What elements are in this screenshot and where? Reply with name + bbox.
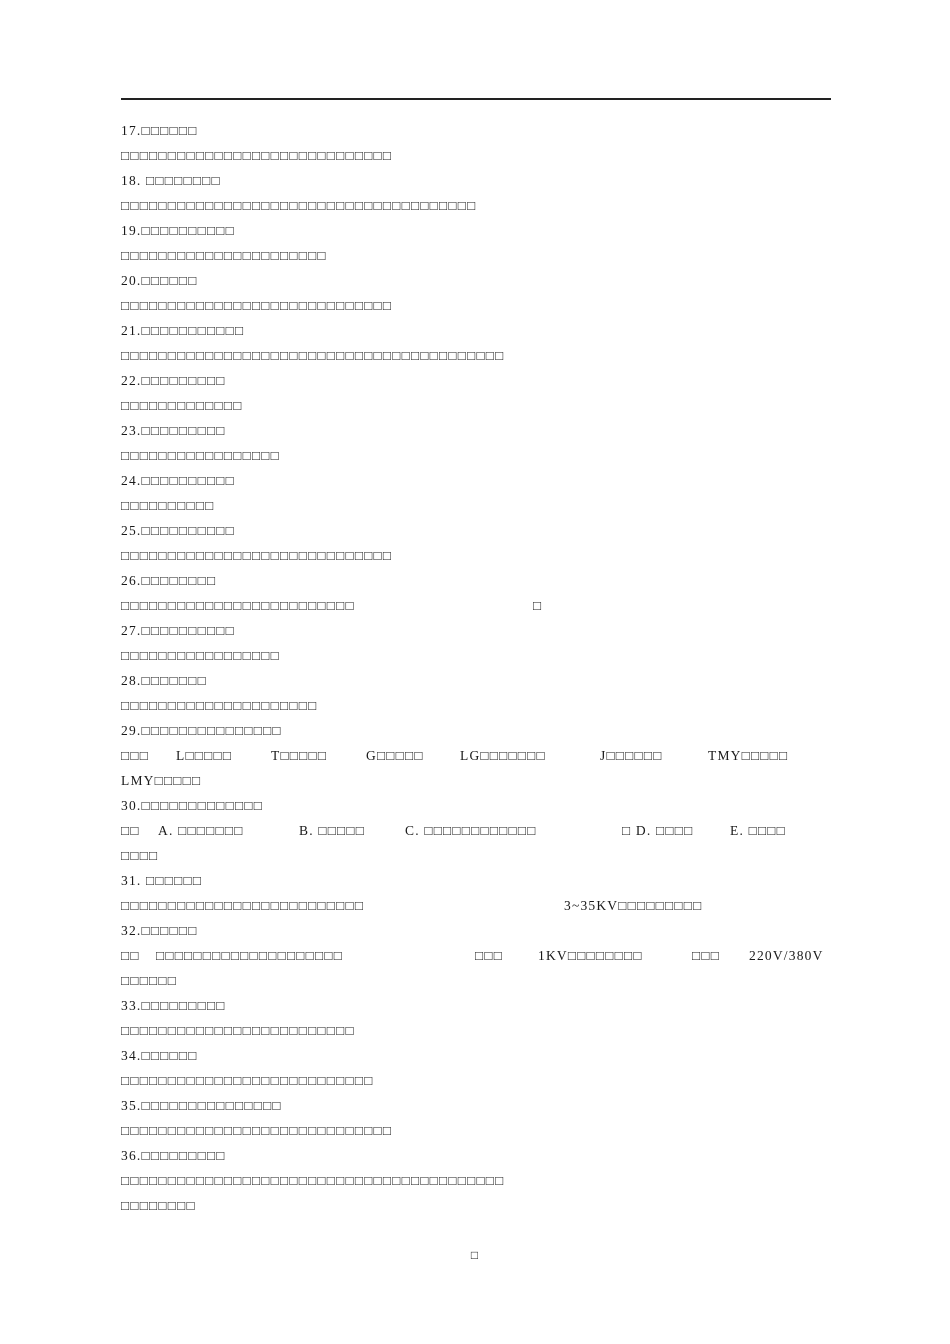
text-line: □□□□□□□□□□□□□□□□□□□□□ — [121, 698, 318, 713]
document-body — [121, 118, 833, 1218]
text-line: □□□□□□□□□□□□□□□□□□□□□□□□□□□□□ — [121, 298, 393, 313]
text-line: 21.□□□□□□□□□□□ — [121, 323, 245, 338]
text-line: □□□□□□□□□□□□□ — [121, 398, 243, 413]
text-line: □□□□□□□□□□□□□□□□□ — [121, 448, 281, 463]
answer-item: TMY□□□□□ — [708, 748, 789, 763]
question-26-title: 26.□□□□□□□□ — [121, 573, 217, 588]
answer-item: G□□□□□ — [366, 748, 424, 763]
answer-text: □□□□□□□□□□□□□□□□□□□□ — [156, 948, 344, 963]
text-line: 23.□□□□□□□□□ — [121, 423, 226, 438]
answer-text: □□□ — [475, 948, 504, 963]
text-line: □□□□□□□□□□□□□□□□□□□□□□□□□□□□□ — [121, 1123, 393, 1138]
answer-item: LG□□□□□□□ — [460, 748, 546, 763]
answer-continuation: LMY□□□□□ — [121, 773, 202, 788]
answer-item: L□□□□□ — [176, 748, 233, 763]
answer-item: T□□□□□ — [271, 748, 328, 763]
text-line: 24.□□□□□□□□□□ — [121, 473, 236, 488]
text-line: □□□□□□□□□□□□□□□□□□□□□□□□□ — [121, 1023, 355, 1038]
question-31-title: 31. □□□□□□ — [121, 873, 203, 888]
answer-text: □□□□□□□□□□□□□□□□□□□□□□□□□ — [121, 598, 355, 613]
question-31-answer — [121, 893, 833, 918]
voltage-1kv: 1KV□□□□□□□□ — [538, 948, 643, 963]
text-line: 18. □□□□□□□□ — [121, 173, 221, 188]
text-line: 33.□□□□□□□□□ — [121, 998, 226, 1013]
page-footer: □ — [470, 1248, 480, 1262]
option-e: E. □□□□ — [730, 823, 787, 838]
option-b: B. □□□□□ — [299, 823, 366, 838]
text-line: 25.□□□□□□□□□□ — [121, 523, 236, 538]
voltage-220-380: 220V/380V — [749, 948, 824, 963]
text-line: 19.□□□□□□□□□□ — [121, 223, 236, 238]
question-32-answer — [121, 943, 833, 968]
text-line: 34.□□□□□□ — [121, 1048, 198, 1063]
text-line: □□□□□□□□□□□□□□□□□□□□□□□□□□□□□□□□□□□□□□□□□ — [121, 348, 505, 363]
text-line: 17.□□□□□□ — [121, 123, 198, 138]
text-line: □□□□□□□□□□□□□□□□□□□□□□□□□□□□□□□□□□□□□□ — [121, 198, 477, 213]
question-26-answer — [121, 593, 833, 618]
text-line: □□□□□□□□□□□□□□□□□□□□□□□□□□□ — [121, 1073, 374, 1088]
question-30-answer — [121, 818, 833, 843]
text-line: 27.□□□□□□□□□□ — [121, 623, 236, 638]
text-line: 35.□□□□□□□□□□□□□□□ — [121, 1098, 282, 1113]
voltage-range: 3~35KV□□□□□□□□□ — [564, 898, 703, 913]
question-32-title: 32.□□□□□□ — [121, 923, 198, 938]
question-30-title: 30.□□□□□□□□□□□□□ — [121, 798, 264, 813]
answer-text: □□□ — [692, 948, 721, 963]
option-a: A. □□□□□□□ — [158, 823, 244, 838]
text-line: □□□□□□□□□□□□□□□□□□□□□□□□□□□□□□□□□□□□□□□□□ — [121, 1173, 505, 1188]
answer-text-end: □ — [533, 598, 543, 613]
answer-item: J□□□□□□ — [600, 748, 663, 763]
text-line: 28.□□□□□□□ — [121, 673, 207, 688]
answer-prefix: □□□ — [121, 748, 150, 763]
text-line: 36.□□□□□□□□□ — [121, 1148, 226, 1163]
text-line: 29.□□□□□□□□□□□□□□□ — [121, 723, 282, 738]
text-line: □□□□□□□□□□□□□□□□□ — [121, 648, 281, 663]
text-line: 22.□□□□□□□□□ — [121, 373, 226, 388]
answer-prefix: □□ — [121, 948, 140, 963]
text-line: □□□□□□□□□□□□□□□□□□□□□□ — [121, 248, 327, 263]
header-rule — [121, 98, 831, 100]
option-c: C. □□□□□□□□□□□□ — [405, 823, 537, 838]
answer-continuation: □□□□ — [121, 848, 159, 863]
text-line: 20.□□□□□□ — [121, 273, 198, 288]
text-line: □□□□□□□□□□□□□□□□□□□□□□□□□□□□□ — [121, 148, 393, 163]
text-line: □□□□□□□□ — [121, 1198, 196, 1213]
answer-prefix: □□ — [121, 823, 140, 838]
answer-text: □□□□□□□□□□□□□□□□□□□□□□□□□□ — [121, 898, 365, 913]
text-line: □□□□□□□□□□ — [121, 498, 215, 513]
question-29-answer — [121, 743, 833, 768]
text-line: □□□□□□□□□□□□□□□□□□□□□□□□□□□□□ — [121, 548, 393, 563]
option-d: □ D. □□□□ — [622, 823, 694, 838]
answer-continuation: □□□□□□ — [121, 973, 178, 988]
